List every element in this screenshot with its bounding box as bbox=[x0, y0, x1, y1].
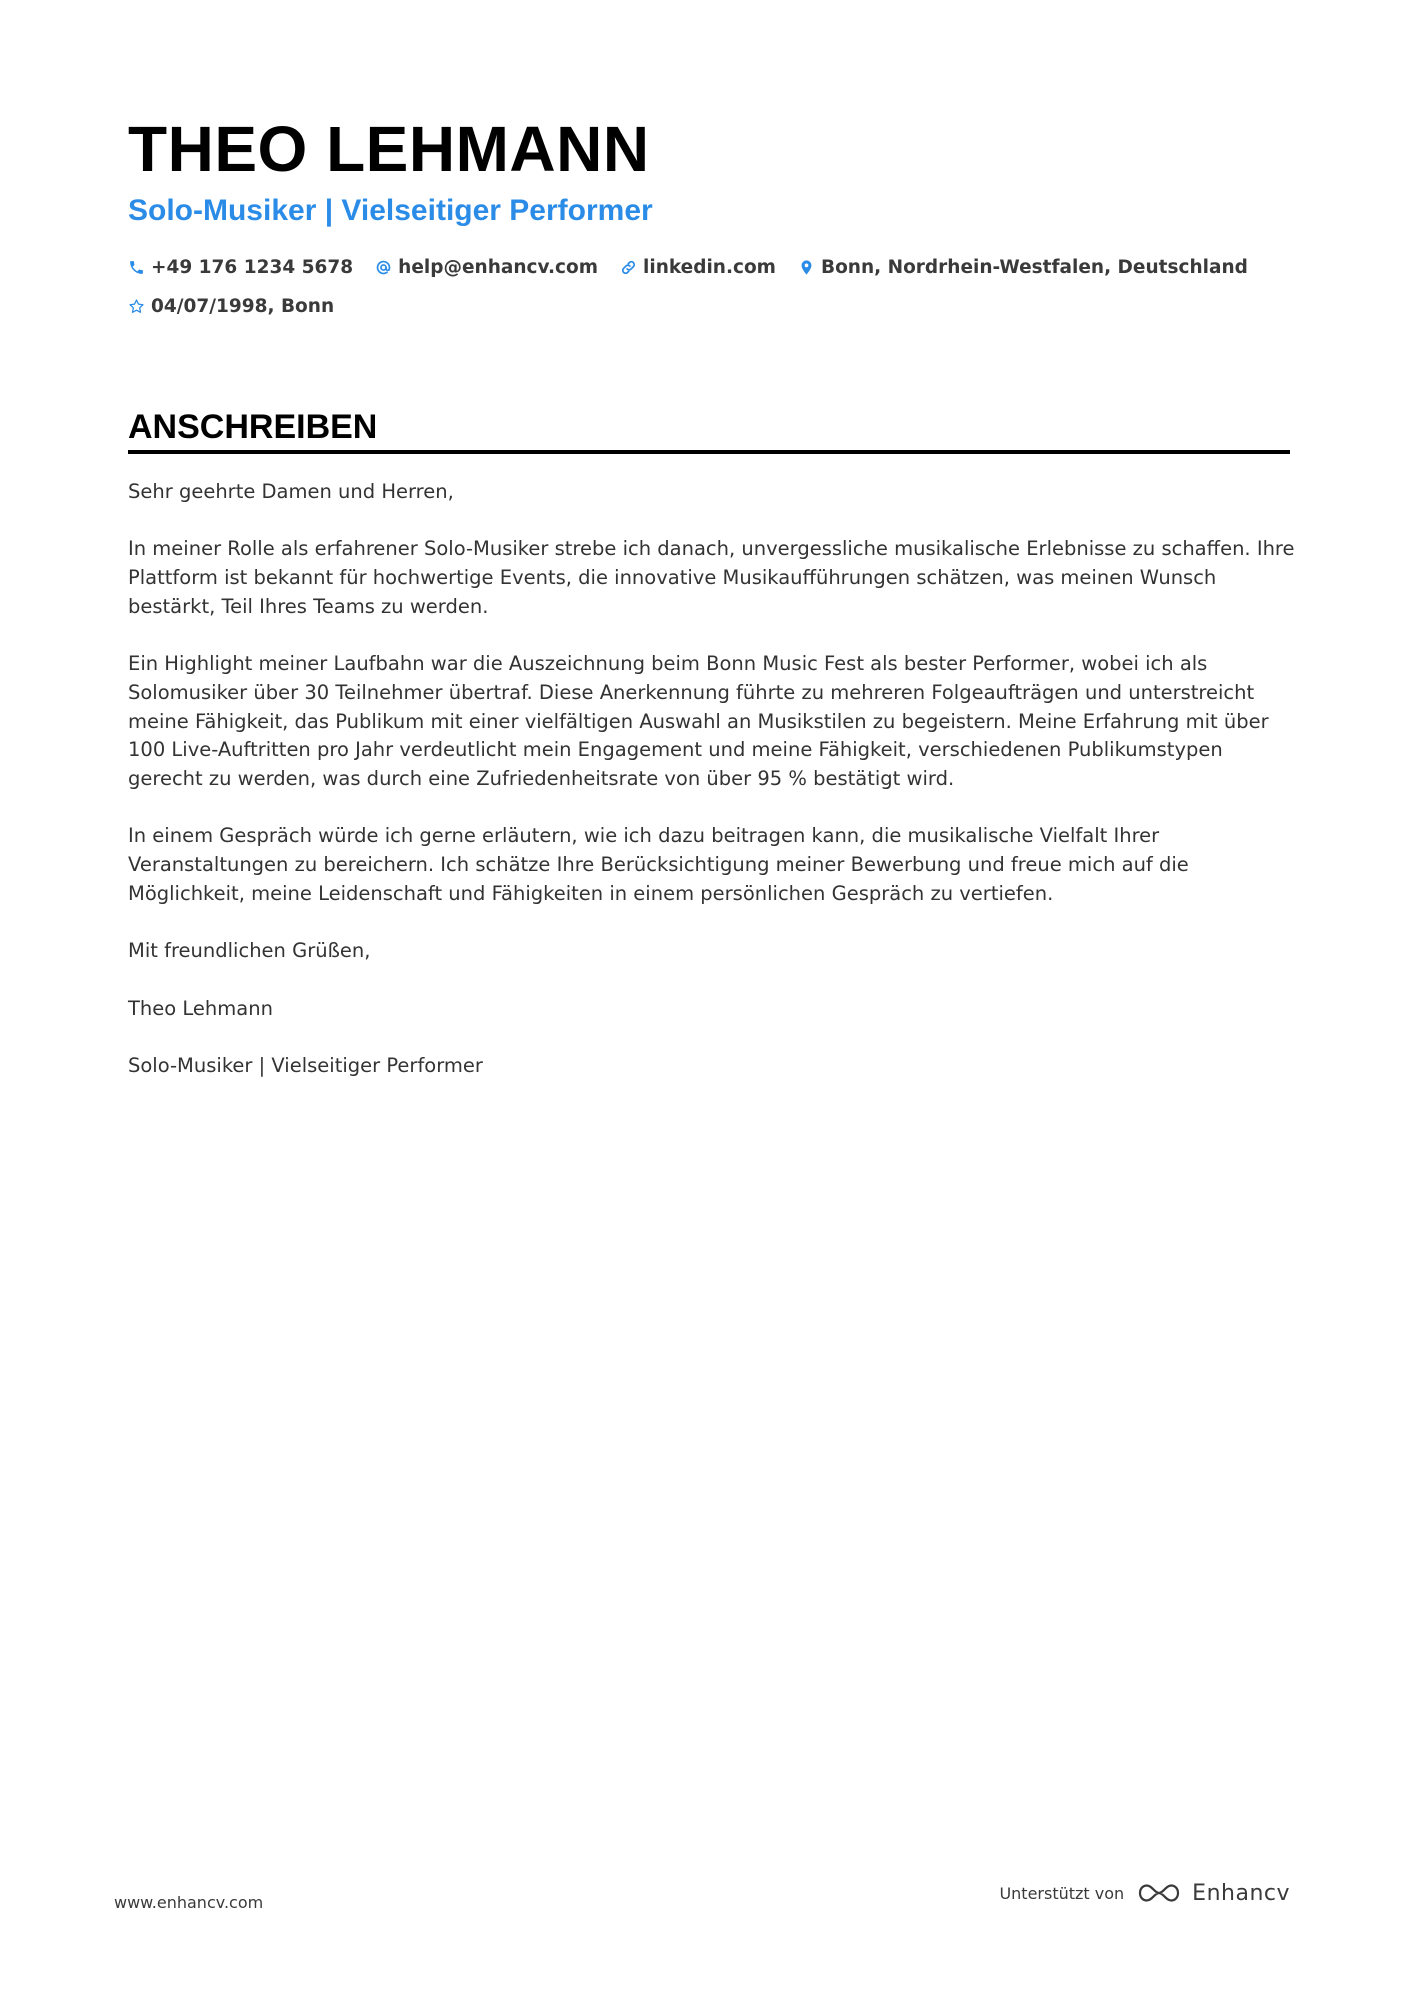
contact-row-2 bbox=[128, 291, 1290, 321]
enhancv-logo-icon bbox=[1136, 1880, 1192, 1906]
applicant-name: THEO LEHMANN bbox=[128, 113, 650, 185]
section-title: ANSCHREIBEN bbox=[128, 408, 378, 446]
footer-brand[interactable] bbox=[999, 1880, 1290, 1906]
contact-info bbox=[128, 252, 1290, 330]
contact-email[interactable] bbox=[375, 257, 598, 278]
email-text: help@enhancv.com bbox=[398, 256, 599, 278]
contact-linkedin[interactable] bbox=[620, 257, 776, 278]
location-pin-icon bbox=[798, 259, 815, 276]
letter-body bbox=[128, 478, 1298, 1109]
contact-location bbox=[798, 257, 1248, 278]
footer-url[interactable]: www.enhancv.com bbox=[114, 1893, 264, 1912]
phone-text: +49 176 1234 5678 bbox=[151, 256, 354, 278]
letter-paragraph-2: Ein Highlight meiner Laufbahn war die Auszeichnung beim Bonn Music Fest als bester Performer, wobei ich als Solomusiker über 30 Teilnehmer übertraf. Diese Anerkennung führte zu mehreren Folgeaufträgen und unterstreicht meine Fähigkeit, das Publikum mit einer vielfältigen Auswahl an Musikstilen zu begeistern. Meine Erfahrung mit über 100 Live-Auftritten pro Jahr verdeutlicht mein Engagement und meine Fähigkeit, verschiedenen Publikumstypen gerecht zu werden, was durch eine Zufriedenheitsrate von über 95 % bestätigt wird. bbox=[128, 652, 1269, 790]
linkedin-text: linkedin.com bbox=[643, 256, 776, 278]
contact-row-1 bbox=[128, 252, 1290, 282]
applicant-subtitle: Solo-Musiker | Vielseitiger Performer bbox=[128, 194, 653, 227]
letter-paragraph-1: In meiner Rolle als erfahrener Solo-Musiker strebe ich danach, unvergessliche musikalische Erlebnisse zu schaffen. Ihre Plattform ist bekannt für hochwertige Events, die innovative Musikaufführungen schätzen, was meinen Wunsch bestärkt, Teil Ihres Teams zu werden. bbox=[128, 537, 1295, 618]
brand-name: Enhancv bbox=[1192, 1880, 1290, 1906]
at-icon bbox=[375, 259, 392, 276]
powered-by-label: Unterstützt von bbox=[999, 1883, 1125, 1903]
phone-icon bbox=[128, 259, 145, 276]
location-text: Bonn, Nordrhein-Westfalen, Deutschland bbox=[820, 256, 1248, 278]
signature-name: Theo Lehmann bbox=[128, 996, 273, 1020]
letter-greeting: Sehr geehrte Damen und Herren, bbox=[128, 480, 454, 503]
contact-birth bbox=[128, 296, 334, 317]
contact-phone bbox=[128, 257, 353, 278]
signature-title: Solo-Musiker | Vielseitiger Performer bbox=[128, 1053, 483, 1077]
link-icon bbox=[620, 259, 637, 276]
letter-paragraph-3: In einem Gespräch würde ich gerne erläutern, wie ich dazu beitragen kann, die musikalische Vielfalt Ihrer Veranstaltungen zu bereichern. Ich schätze Ihre Berücksichtigung meiner Bewerbung und freue mich auf die Möglichkeit, meine Leidenschaft und Fähigkeiten in einem persönlichen Gespräch zu vertiefen. bbox=[128, 824, 1189, 905]
birth-text: 04/07/1998, Bonn bbox=[151, 295, 335, 317]
letter-closing: Mit freundlichen Grüßen, bbox=[128, 939, 371, 963]
section-divider bbox=[128, 450, 1290, 454]
star-icon bbox=[128, 298, 145, 315]
